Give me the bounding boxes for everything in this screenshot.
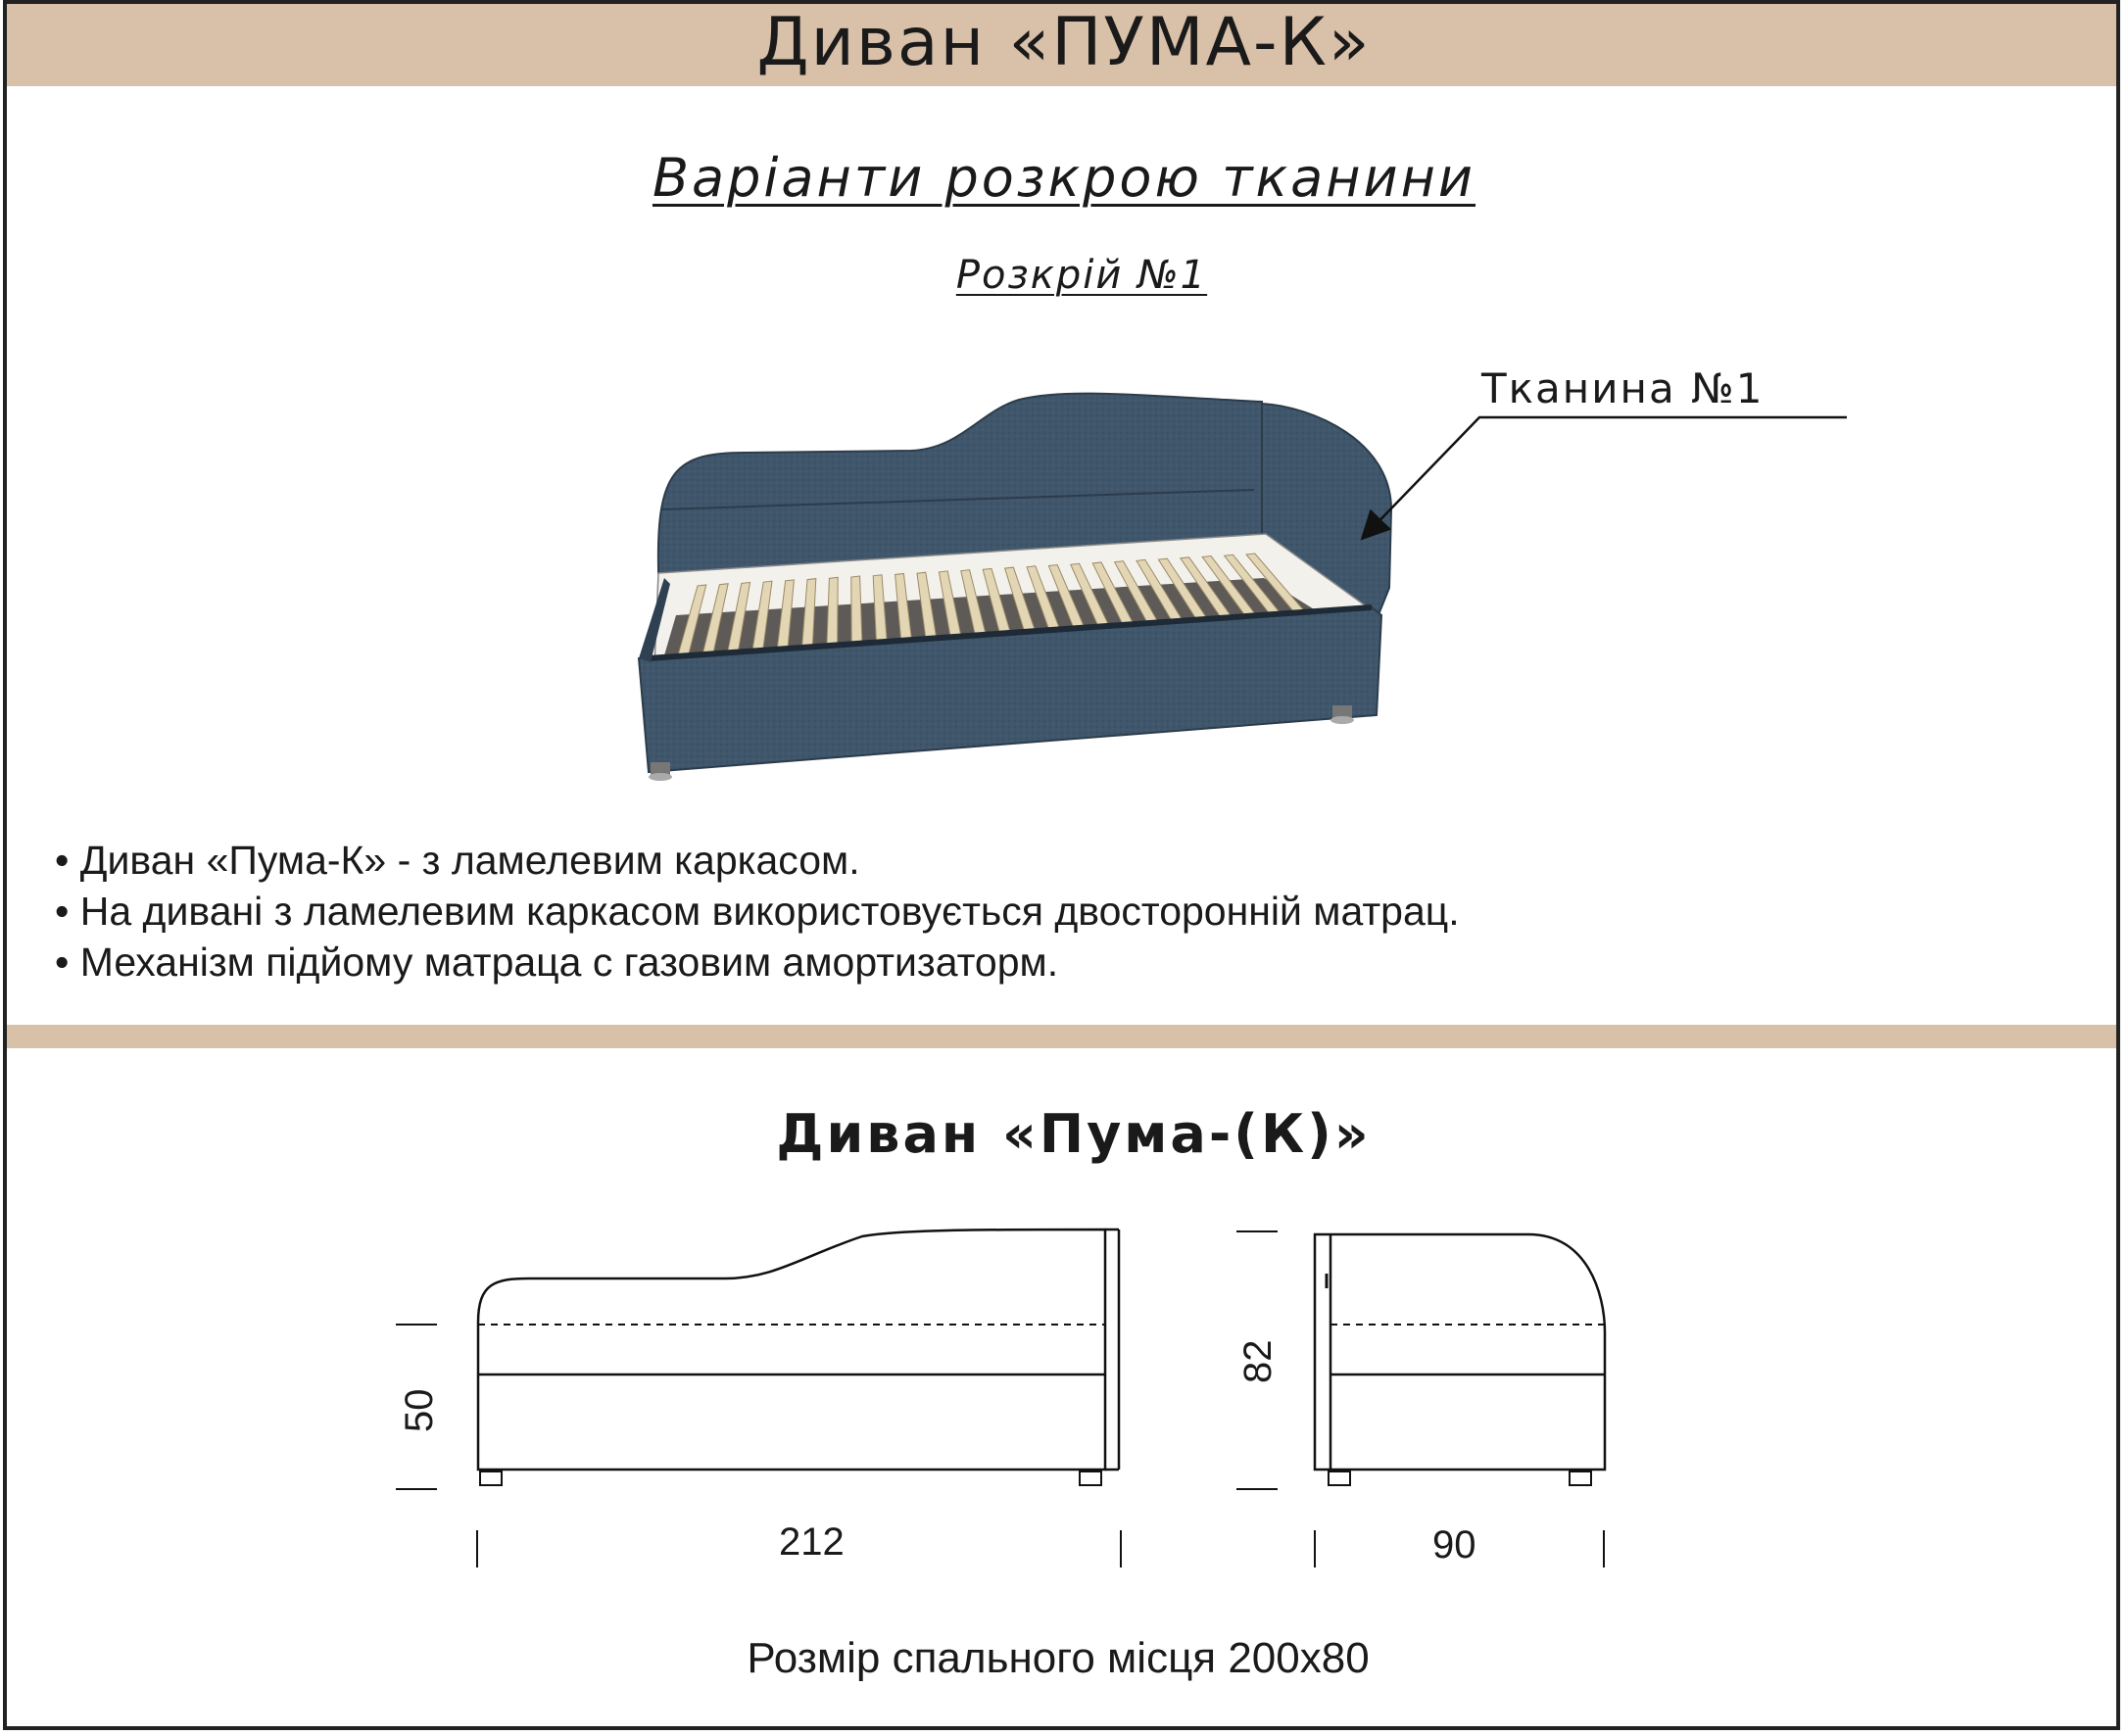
front-view-drawing	[478, 1230, 1119, 1485]
feature-item: • Механізм підйому матраца с газовим амортизаторм.	[55, 940, 1059, 985]
dim-height-side: 82	[1236, 1339, 1280, 1383]
sleeping-area-size: Розмір спального місця 200х80	[747, 1634, 1370, 1682]
feature-item: • Диван «Пума-К» - з ламелевим каркасом.	[55, 838, 860, 883]
side-view-drawing	[1315, 1234, 1605, 1485]
sofa-photo	[639, 394, 1391, 781]
section-title: Варіанти розкрою тканини	[652, 147, 1476, 209]
page-title: Диван «ПУМА-К»	[756, 4, 1372, 81]
cut-label: Розкрій №1	[955, 253, 1208, 298]
fabric-leader-line	[1364, 417, 1847, 537]
dim-height-front: 50	[398, 1388, 441, 1432]
fabric-label: Тканина №1	[1481, 364, 1765, 412]
dim-length: 212	[779, 1520, 845, 1564]
slat	[851, 576, 862, 651]
feature-item: • На дивані з ламелевим каркасом використовується двосторонній матрац.	[55, 889, 1460, 934]
dim-depth: 90	[1432, 1523, 1476, 1567]
feature-list	[55, 835, 1460, 988]
dimension-ticks	[396, 1231, 1604, 1567]
drawing-title: Диван «Пума-(К)»	[776, 1103, 1372, 1165]
